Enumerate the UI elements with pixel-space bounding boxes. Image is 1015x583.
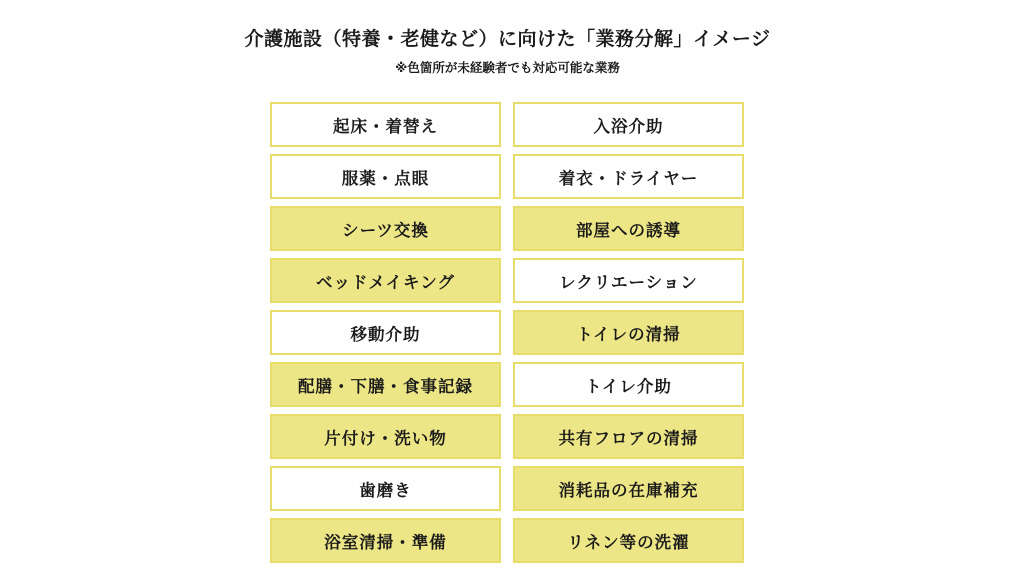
task-cell: ベッドメイキング (270, 258, 501, 303)
task-cell: 入浴介助 (513, 102, 744, 147)
task-cell: 共有フロアの清掃 (513, 414, 744, 459)
task-cell: 部屋への誘導 (513, 206, 744, 251)
task-cell: リネン等の洗濯 (513, 518, 744, 563)
task-cell: 移動介助 (270, 310, 501, 355)
task-cell: 片付け・洗い物 (270, 414, 501, 459)
task-cell: 浴室清掃・準備 (270, 518, 501, 563)
task-cell: 服薬・点眼 (270, 154, 501, 199)
task-cell: 配膳・下膳・食事記録 (270, 362, 501, 407)
task-cell: レクリエーション (513, 258, 744, 303)
page-subtitle: ※色箇所が未経験者でも対応可能な業務 (395, 60, 620, 75)
task-cell: トイレの清掃 (513, 310, 744, 355)
task-cell: トイレ介助 (513, 362, 744, 407)
page-title: 介護施設（特養・老健など）に向けた「業務分解」イメージ (244, 28, 771, 50)
task-cell: 着衣・ドライヤー (513, 154, 744, 199)
task-cell: 起床・着替え (270, 102, 501, 147)
task-cell: シーツ交換 (270, 206, 501, 251)
task-grid (270, 102, 744, 563)
task-cell: 消耗品の在庫補充 (513, 466, 744, 511)
task-cell: 歯磨き (270, 466, 501, 511)
